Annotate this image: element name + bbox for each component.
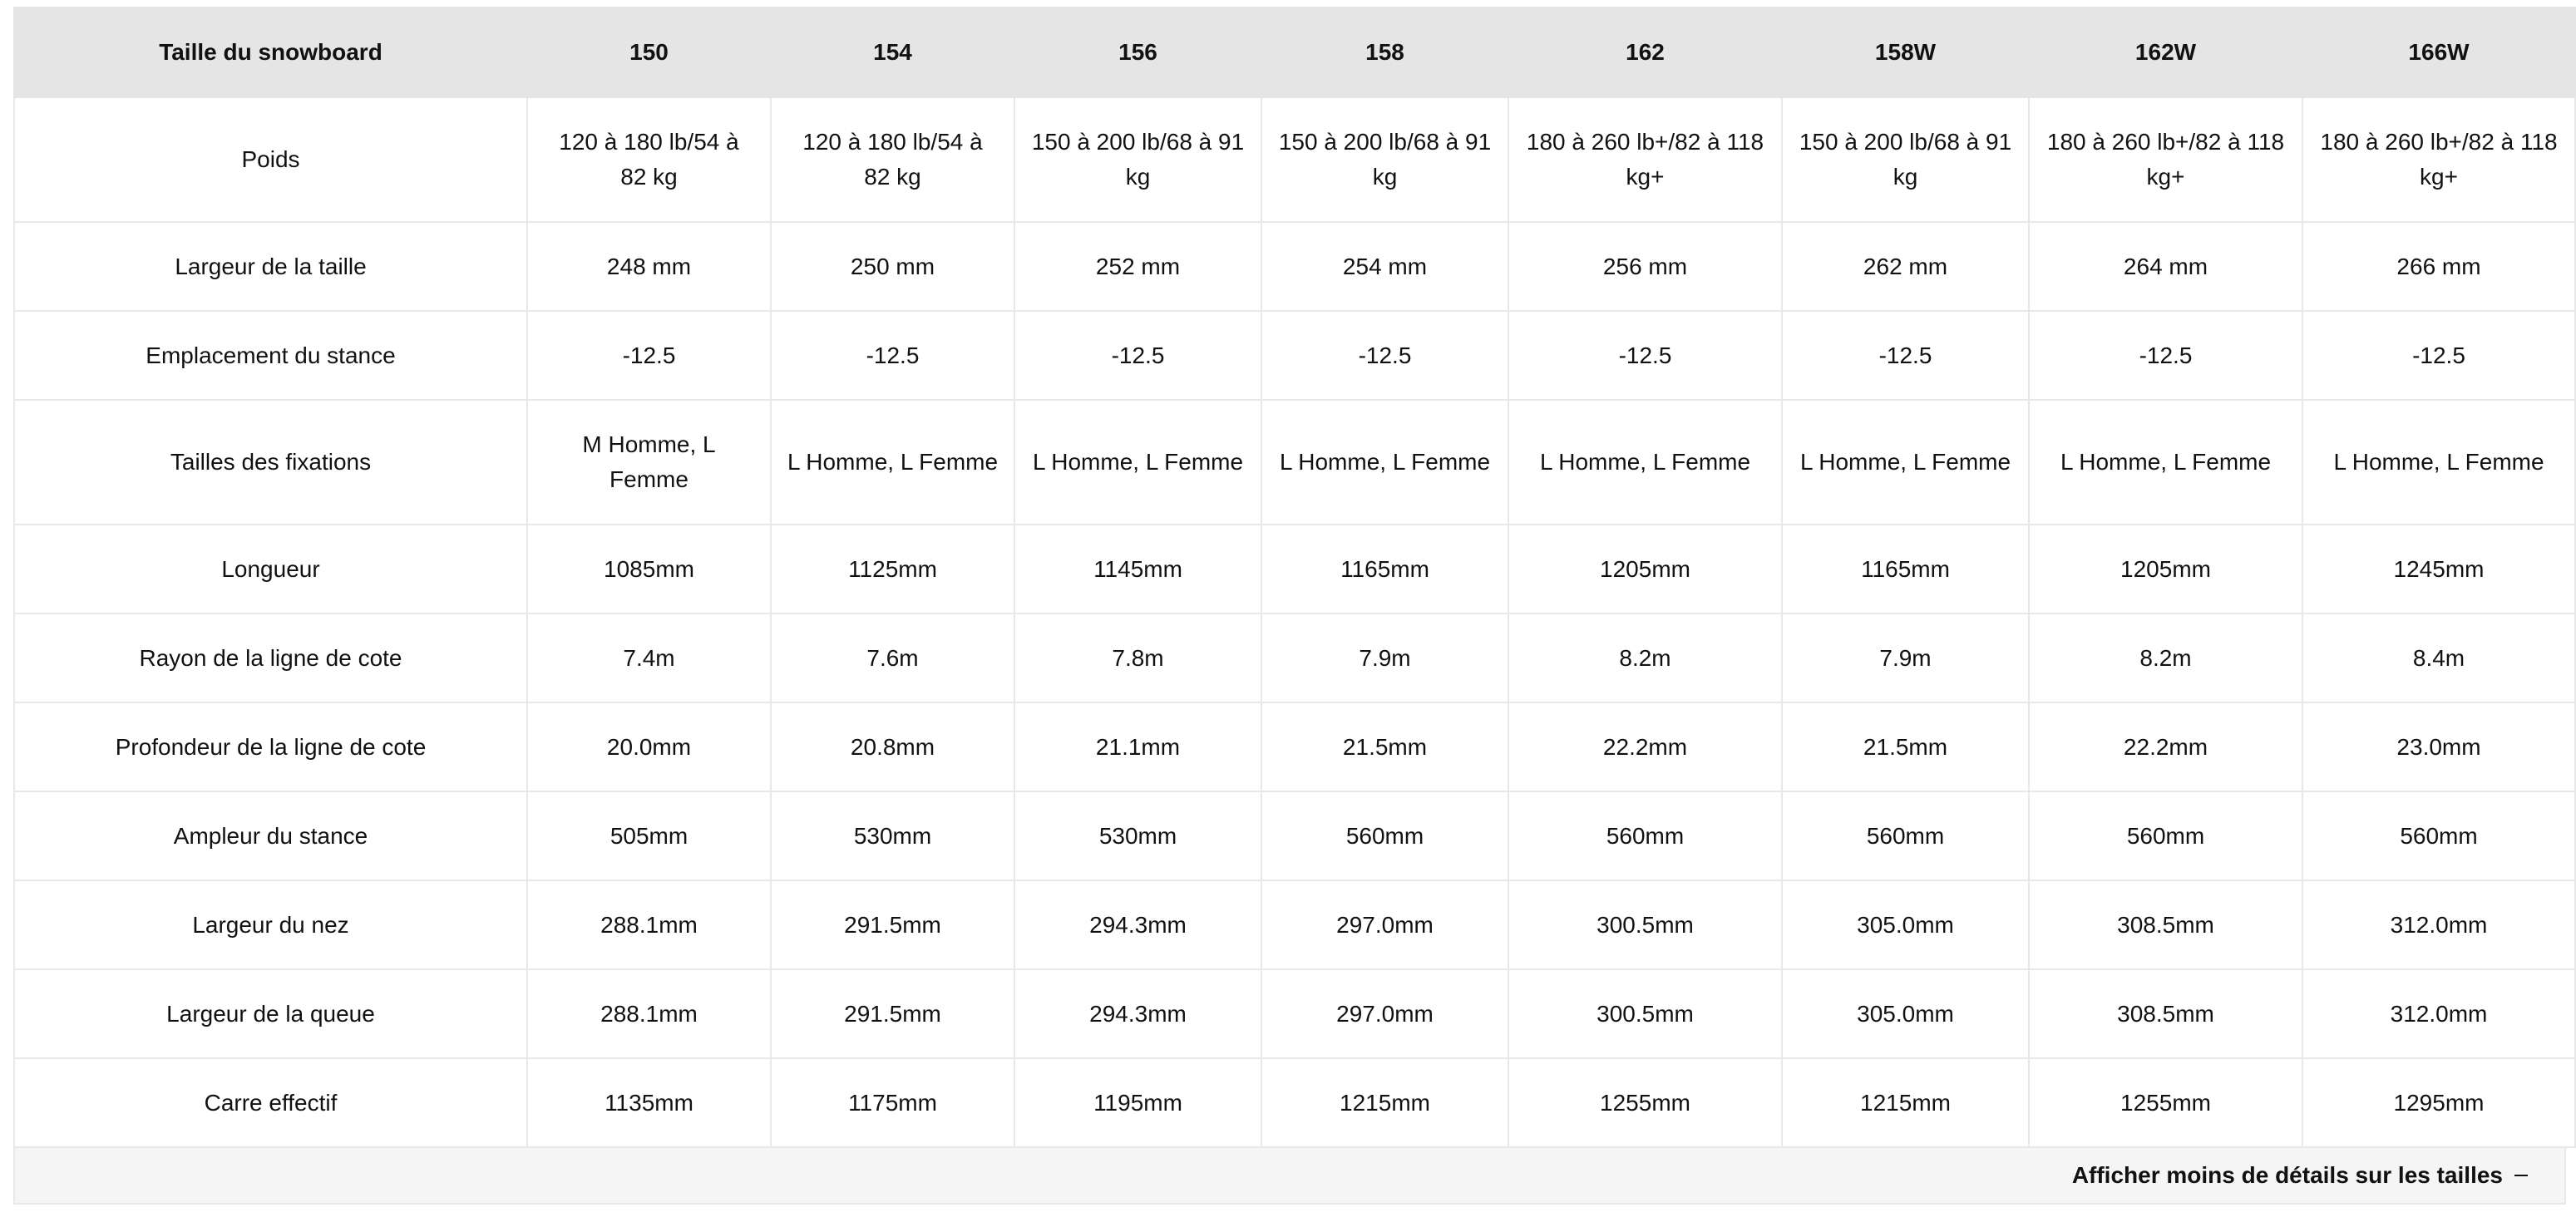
table-cell: L Homme, L Femme: [1014, 400, 1261, 525]
table-cell: 7.4m: [527, 614, 771, 702]
table-cell: 1145mm: [1014, 525, 1261, 614]
table-cell: 1215mm: [1782, 1058, 2029, 1147]
table-cell: L Homme, L Femme: [2029, 400, 2302, 525]
table-row: [14, 791, 2575, 880]
size-header-158: 158: [1261, 7, 1508, 97]
table-cell: 300.5mm: [1508, 969, 1782, 1058]
size-header-150: 150: [527, 7, 771, 97]
table-cell: 1195mm: [1014, 1058, 1261, 1147]
table-cell: 560mm: [1782, 791, 2029, 880]
row-label: Largeur de la queue: [14, 969, 527, 1058]
table-cell: -12.5: [1782, 311, 2029, 400]
table-row: [14, 702, 2575, 791]
table-cell: 291.5mm: [771, 880, 1014, 969]
table-cell: 7.9m: [1782, 614, 2029, 702]
toggle-details-button[interactable]: [2072, 1162, 2528, 1189]
header-label: Taille du snowboard: [14, 7, 527, 97]
table-cell: 8.2m: [2029, 614, 2302, 702]
table-cell: 180 à 260 lb+/82 à 118 kg+: [2302, 97, 2575, 222]
table-cell: -12.5: [527, 311, 771, 400]
size-header-154: 154: [771, 7, 1014, 97]
size-header-162: 162: [1508, 7, 1782, 97]
table-cell: 254 mm: [1261, 222, 1508, 311]
row-label: Profondeur de la ligne de cote: [14, 702, 527, 791]
table-cell: -12.5: [2302, 311, 2575, 400]
table-cell: 22.2mm: [1508, 702, 1782, 791]
table-cell: 560mm: [2302, 791, 2575, 880]
row-label: Emplacement du stance: [14, 311, 527, 400]
table-cell: 300.5mm: [1508, 880, 1782, 969]
table-row: [14, 1058, 2575, 1147]
table-cell: 1165mm: [1261, 525, 1508, 614]
row-label: Largeur du nez: [14, 880, 527, 969]
table-cell: 20.0mm: [527, 702, 771, 791]
table-cell: 264 mm: [2029, 222, 2302, 311]
table-cell: 308.5mm: [2029, 880, 2302, 969]
table-cell: L Homme, L Femme: [1261, 400, 1508, 525]
row-label: Tailles des fixations: [14, 400, 527, 525]
table-cell: 305.0mm: [1782, 969, 2029, 1058]
table-cell: 560mm: [2029, 791, 2302, 880]
table-cell: 120 à 180 lb/54 à 82 kg: [771, 97, 1014, 222]
table-cell: 23.0mm: [2302, 702, 2575, 791]
table-cell: 21.5mm: [1261, 702, 1508, 791]
table-cell: 1245mm: [2302, 525, 2575, 614]
row-label: Rayon de la ligne de cote: [14, 614, 527, 702]
table-cell: 308.5mm: [2029, 969, 2302, 1058]
table-cell: 252 mm: [1014, 222, 1261, 311]
table-cell: 21.1mm: [1014, 702, 1261, 791]
table-cell: 180 à 260 lb+/82 à 118 kg+: [2029, 97, 2302, 222]
table-cell: 1205mm: [1508, 525, 1782, 614]
table-cell: 22.2mm: [2029, 702, 2302, 791]
row-label: Ampleur du stance: [14, 791, 527, 880]
table-cell: L Homme, L Femme: [1508, 400, 1782, 525]
table-row: [14, 525, 2575, 614]
table-cell: 1085mm: [527, 525, 771, 614]
minus-icon: [2514, 1175, 2528, 1176]
table-row: [14, 400, 2575, 525]
size-chart: [13, 7, 2566, 1205]
size-header-162w: 162W: [2029, 7, 2302, 97]
table-cell: -12.5: [1508, 311, 1782, 400]
table-cell: -12.5: [771, 311, 1014, 400]
table-row: [14, 969, 2575, 1058]
header-row: [14, 7, 2575, 97]
row-label: Carre effectif: [14, 1058, 527, 1147]
table-cell: 250 mm: [771, 222, 1014, 311]
table-cell: 312.0mm: [2302, 880, 2575, 969]
table-cell: 150 à 200 lb/68 à 91 kg: [1014, 97, 1261, 222]
table-cell: 266 mm: [2302, 222, 2575, 311]
table-cell: 8.4m: [2302, 614, 2575, 702]
table-cell: 294.3mm: [1014, 969, 1261, 1058]
size-header-158w: 158W: [1782, 7, 2029, 97]
table-cell: 1135mm: [527, 1058, 771, 1147]
table-cell: 7.9m: [1261, 614, 1508, 702]
size-table: [13, 7, 2576, 1148]
toggle-details-label: Afficher moins de détails sur les tailles: [2071, 1162, 2503, 1188]
table-cell: 7.8m: [1014, 614, 1261, 702]
table-row: [14, 222, 2575, 311]
table-cell: 20.8mm: [771, 702, 1014, 791]
table-cell: 560mm: [1261, 791, 1508, 880]
table-footer: [13, 1148, 2566, 1205]
table-cell: 291.5mm: [771, 969, 1014, 1058]
table-cell: 180 à 260 lb+/82 à 118 kg+: [1508, 97, 1782, 222]
table-cell: L Homme, L Femme: [1782, 400, 2029, 525]
table-cell: 1205mm: [2029, 525, 2302, 614]
table-cell: 288.1mm: [527, 969, 771, 1058]
table-cell: 1165mm: [1782, 525, 2029, 614]
table-cell: 150 à 200 lb/68 à 91 kg: [1782, 97, 2029, 222]
table-cell: 1175mm: [771, 1058, 1014, 1147]
table-cell: 7.6m: [771, 614, 1014, 702]
table-cell: 305.0mm: [1782, 880, 2029, 969]
table-cell: -12.5: [1261, 311, 1508, 400]
table-cell: 1255mm: [1508, 1058, 1782, 1147]
table-cell: L Homme, L Femme: [771, 400, 1014, 525]
table-cell: 1215mm: [1261, 1058, 1508, 1147]
table-cell: 1295mm: [2302, 1058, 2575, 1147]
table-cell: -12.5: [1014, 311, 1261, 400]
table-body: [14, 97, 2575, 1147]
table-row: [14, 311, 2575, 400]
table-cell: 297.0mm: [1261, 969, 1508, 1058]
row-label: Largeur de la taille: [14, 222, 527, 311]
table-cell: 120 à 180 lb/54 à 82 kg: [527, 97, 771, 222]
table-row: [14, 880, 2575, 969]
table-cell: 256 mm: [1508, 222, 1782, 311]
table-cell: M Homme, L Femme: [527, 400, 771, 525]
table-cell: 1125mm: [771, 525, 1014, 614]
table-cell: 294.3mm: [1014, 880, 1261, 969]
table-row: [14, 614, 2575, 702]
table-cell: 8.2m: [1508, 614, 1782, 702]
table-cell: 21.5mm: [1782, 702, 2029, 791]
table-cell: 312.0mm: [2302, 969, 2575, 1058]
table-cell: 530mm: [771, 791, 1014, 880]
table-cell: 560mm: [1508, 791, 1782, 880]
table-cell: 297.0mm: [1261, 880, 1508, 969]
row-label: Poids: [14, 97, 527, 222]
table-cell: 150 à 200 lb/68 à 91 kg: [1261, 97, 1508, 222]
table-cell: 288.1mm: [527, 880, 771, 969]
table-cell: 530mm: [1014, 791, 1261, 880]
table-cell: 248 mm: [527, 222, 771, 311]
size-header-156: 156: [1014, 7, 1261, 97]
table-cell: 505mm: [527, 791, 771, 880]
row-label: Longueur: [14, 525, 527, 614]
table-cell: 1255mm: [2029, 1058, 2302, 1147]
table-row: [14, 97, 2575, 222]
table-cell: -12.5: [2029, 311, 2302, 400]
size-header-166w: 166W: [2302, 7, 2575, 97]
table-cell: L Homme, L Femme: [2302, 400, 2575, 525]
table-cell: 262 mm: [1782, 222, 2029, 311]
